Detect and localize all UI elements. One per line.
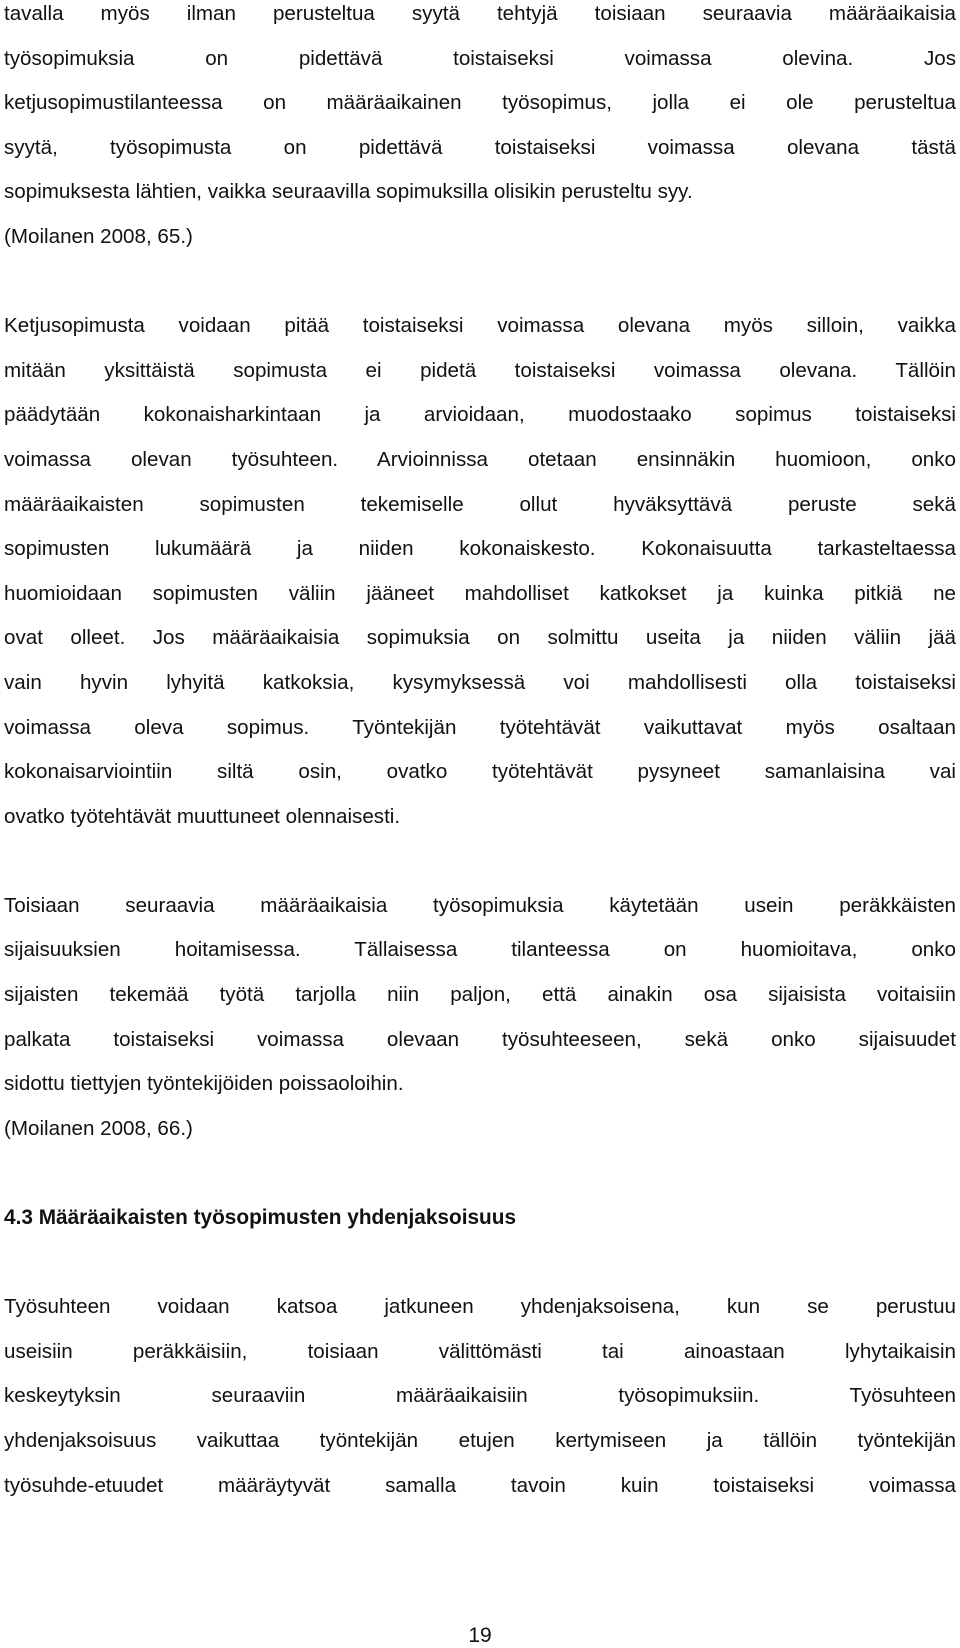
text-line: sopimusten lukumäärä ja niiden kokonaiskesto. Kokonaisuutta tarkasteltaessa (4, 537, 956, 561)
paragraph-gap (4, 839, 956, 884)
text-line: ovat olleet. Jos määräaikaisia sopimuksia on solmittu useita ja niiden väliin jää (4, 626, 956, 650)
text-line: vain hyvin lyhyitä katkoksia, kysymyksessä voi mahdollisesti olla toistaiseksi (4, 670, 956, 694)
paragraph-gap (4, 1241, 956, 1286)
text-line: yhdenjaksoisuus vaikuttaa työntekijän etujen kertymiseen ja tällöin työntekijän (4, 1429, 956, 1452)
text-line: voimassa oleva sopimus. Työntekijän työtehtävät vaikuttavat myös osaltaan (4, 715, 956, 739)
paragraph-gap (4, 260, 956, 305)
text-line: Työsuhteen voidaan katsoa jatkuneen yhdenjaksoisena, kun se perustuu (4, 1295, 956, 1319)
text-line: palkata toistaiseksi voimassa olevaan työsuhteeseen, sekä onko sijaisuudet (4, 1027, 956, 1051)
text-line: mitään yksittäistä sopimusta ei pidetä toistaiseksi voimassa olevana. Tällöin (4, 358, 956, 382)
text-line: syytä, työsopimusta on pidettävä toistaiseksi voimassa olevana tästä (4, 135, 956, 159)
text-line: työsopimuksia on pidettävä toistaiseksi voimassa olevina. Jos (4, 46, 956, 70)
text-line: työsuhde-etuudet määräytyvät samalla tavoin kuin toistaiseksi voimassa (4, 1473, 956, 1497)
text-line: päädytään kokonaisharkintaan ja arvioidaan, muodostaako sopimus toistaiseksi (4, 403, 956, 427)
citation: (Moilanen 2008, 65.) (4, 224, 193, 248)
paragraph-sijaisuudet (4, 884, 956, 1152)
text-line: huomioidaan sopimusten väliin jääneet mahdolliset katkokset ja kuinka pitkiä ne (4, 581, 956, 605)
text-line: tavalla myös ilman perusteltua syytä tehtyjä toisiaan seuraavia määräaikaisia (4, 2, 956, 25)
document-page (4, 0, 956, 1508)
paragraph-ketjusopimus-intro (4, 0, 956, 260)
text-line: keskeytyksin seuraaviin määräaikaisiin työsopimuksiin. Työsuhteen (4, 1384, 956, 1408)
paragraph-yhdenjaksoisuus (4, 1285, 956, 1508)
text-line: Toisiaan seuraavia määräaikaisia työsopimuksia käytetään usein peräkkäisten (4, 893, 956, 917)
text-line: määräaikaisten sopimusten tekemiselle ollut hyväksyttävä peruste sekä (4, 492, 956, 516)
paragraph-kokonaisharkinta (4, 304, 956, 839)
paragraph-gap (4, 1151, 956, 1196)
text-line: sijaisten tekemää työtä tarjolla niin paljon, että ainakin osa sijaisista voitaisiin (4, 983, 956, 1007)
page-number: 19 (468, 1624, 492, 1647)
text-line: voimassa olevan työsuhteen. Arvioinnissa otetaan ensinnäkin huomioon, onko (4, 447, 956, 471)
text-line: kokonaisarviointiin siltä osin, ovatko työtehtävät pysyneet samanlaisina vai (4, 760, 956, 784)
text-line: sijaisuuksien hoitamisessa. Tällaisessa tilanteessa on huomioitava, onko (4, 938, 956, 962)
text-line: sopimuksesta lähtien, vaikka seuraavilla sopimuksilla olisikin perusteltu syy. (4, 180, 693, 204)
section-heading: 4.3 Määräaikaisten työsopimusten yhdenjaksoisuus (4, 1206, 517, 1230)
text-line: ovatko työtehtävät muuttuneet olennaisesti. (4, 804, 401, 828)
text-line: ketjusopimustilanteessa on määräaikainen työsopimus, jolla ei ole perusteltua (4, 91, 956, 115)
text-line: useisiin peräkkäisiin, toisiaan välittömästi tai ainoastaan lyhytaikaisin (4, 1339, 956, 1363)
text-line: Ketjusopimusta voidaan pitää toistaiseksi voimassa olevana myös silloin, vaikka (4, 314, 956, 338)
citation: (Moilanen 2008, 66.) (4, 1116, 193, 1140)
text-line: sidottu tiettyjen työntekijöiden poissaoloihin. (4, 1072, 404, 1096)
